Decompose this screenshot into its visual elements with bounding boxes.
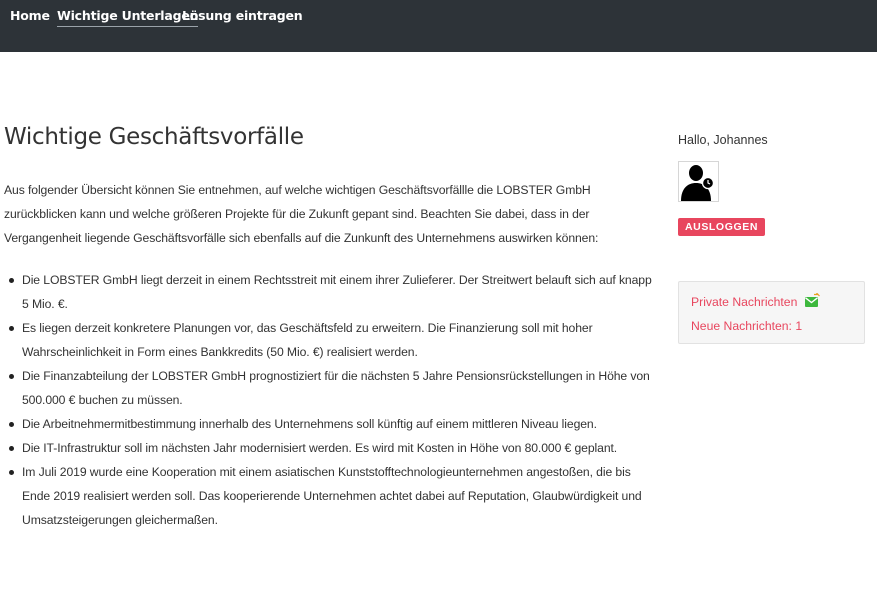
nav-wichtige-unterlagen[interactable]: Wichtige Unterlagen — [57, 8, 198, 27]
list-item: Im Juli 2019 wurde eine Kooperation mit einem asiatischen Kunststofftechnologieunternehmen angestoßen, die bis Ende 2019 realisiert werden soll. Das kooperierende Unternehmen achtet dabei auf Reputation, Glaubwürdigkeit und Umsatzsteigerungen gleichermaßen. — [4, 460, 654, 532]
intro-text: Aus folgender Übersicht können Sie entnehmen, auf welche wichtigen Geschäftsvorfällle die LOBSTER GmbH zurückblicken kann und welche größeren Projekte für die Zukunft gepant sind. Beachten Sie dabei, dass in der Vergangenheit liegende Geschäftsvorfälle sich ebenfalls auf die Zunkunft des Unternehmens auswirken können: — [4, 183, 599, 245]
page-title: Wichtige Geschäftsvorfälle — [4, 124, 304, 150]
list-item: Die LOBSTER GmbH liegt derzeit in einem Rechtsstreit mit einem ihrer Zulieferer. Der Streitwert belauft sich auf knapp 5 Mio. €. — [4, 268, 654, 316]
new-messages-link[interactable]: Neue Nachrichten: 1 — [691, 319, 803, 333]
events-list — [4, 268, 654, 532]
private-messages-link[interactable]: Private Nachrichten — [691, 295, 798, 309]
nav-loesung-eintragen[interactable]: Lösung eintragen — [182, 8, 303, 23]
list-item: Es liegen derzeit konkretere Planungen vor, das Geschäftsfeld zu erweitern. Die Finanzierung soll mit hoher Wahrscheinlichkeit in Form eines Bankkredits (50 Mio. €) realisiert werden. — [4, 316, 654, 364]
messages-panel — [678, 281, 865, 344]
top-navbar — [0, 0, 877, 52]
list-item: Die IT-Infrastruktur soll im nächsten Jahr modernisiert werden. Es wird mit Kosten in Höhe von 80.000 € geplant. — [4, 436, 654, 460]
nav-home[interactable]: Home — [10, 8, 50, 23]
mail-icon[interactable] — [804, 293, 820, 309]
user-greeting: Hallo, Johannes — [678, 133, 768, 147]
avatar[interactable] — [678, 161, 719, 202]
logout-button[interactable]: AUSLOGGEN — [678, 218, 765, 236]
user-avatar-icon — [679, 162, 718, 201]
list-item: Die Finanzabteilung der LOBSTER GmbH prognostiziert für die nächsten 5 Jahre Pensionsrückstellungen in Höhe von 500.000 € buchen zu müssen. — [4, 364, 654, 412]
list-item: Die Arbeitnehmermitbestimmung innerhalb des Unternehmens soll künftig auf einem mittleren Niveau liegen. — [4, 412, 654, 436]
